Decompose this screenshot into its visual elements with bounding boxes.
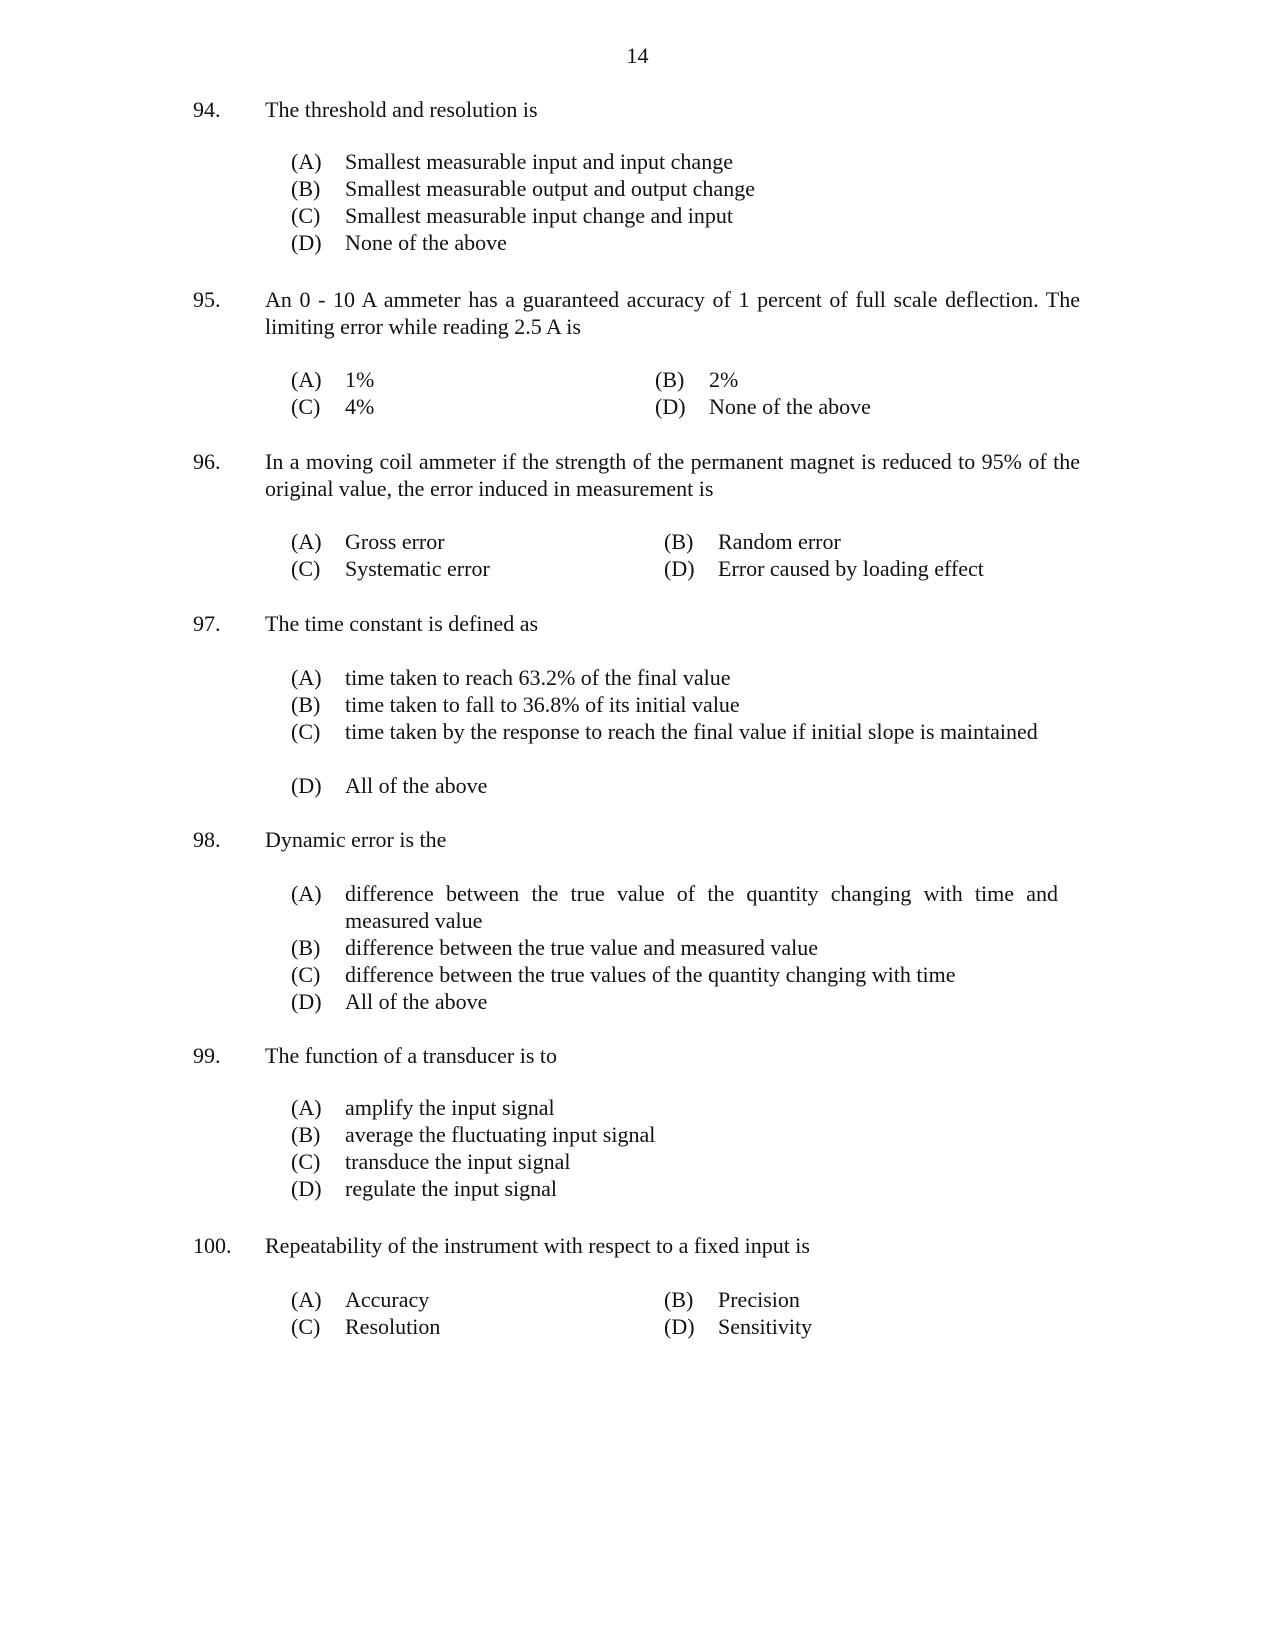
question-stem: Repeatability of the instrument with respect to a fixed input is xyxy=(265,1233,810,1258)
question-number: 100. xyxy=(193,1233,232,1258)
page-number: 14 xyxy=(626,43,649,68)
option-text: Accuracy xyxy=(345,1287,430,1312)
option-text: 4% xyxy=(345,394,375,419)
option-text: amplify the input signal xyxy=(345,1095,555,1120)
option-label: (A) xyxy=(291,529,322,554)
option-label: (C) xyxy=(291,1314,321,1339)
option-text: Smallest measurable input and input change xyxy=(345,149,733,174)
question-number: 98. xyxy=(193,827,221,852)
option-label: (D) xyxy=(291,989,322,1014)
option-label: (D) xyxy=(291,1176,322,1201)
option-label: (C) xyxy=(291,719,321,744)
option-label: (A) xyxy=(291,881,322,906)
option-label: (A) xyxy=(291,1287,322,1312)
option-label: (B) xyxy=(655,367,685,392)
option-label: (C) xyxy=(291,203,321,228)
option-label: (C) xyxy=(291,556,321,581)
option-text: Resolution xyxy=(345,1314,441,1339)
option-text: None of the above xyxy=(709,394,871,419)
option-text: 1% xyxy=(345,367,375,392)
option-label: (A) xyxy=(291,149,322,174)
option-text: Precision xyxy=(718,1287,800,1312)
option-label: (D) xyxy=(664,556,695,581)
option-text: Gross error xyxy=(345,529,445,554)
option-label: (A) xyxy=(291,367,322,392)
option-text: Systematic error xyxy=(345,556,490,581)
option-label: (B) xyxy=(291,176,321,201)
question-number: 99. xyxy=(193,1043,221,1068)
option-label: (D) xyxy=(664,1314,695,1339)
question-stem: In a moving coil ammeter if the strength of the permanent magnet is reduced to 95% of the original value, the error induced in measurement is xyxy=(265,449,1080,501)
option-text: Smallest measurable input change and input xyxy=(345,203,733,228)
option-text: All of the above xyxy=(345,773,488,798)
option-text: Random error xyxy=(718,529,841,554)
option-text: time taken to reach 63.2% of the final value xyxy=(345,665,731,690)
option-label: (B) xyxy=(291,1122,321,1147)
option-text: Sensitivity xyxy=(718,1314,813,1339)
option-label: (D) xyxy=(291,230,322,255)
question-number: 95. xyxy=(193,287,221,312)
option-label: (A) xyxy=(291,1095,322,1120)
option-label: (B) xyxy=(664,529,694,554)
option-text: Error caused by loading effect xyxy=(718,556,984,581)
option-text: average the fluctuating input signal xyxy=(345,1122,656,1147)
option-label: (C) xyxy=(291,962,321,987)
option-text: difference between the true values of the quantity changing with time xyxy=(345,962,956,987)
question-stem: The time constant is defined as xyxy=(265,611,539,636)
option-text: difference between the true value of the quantity changing with time and measured value xyxy=(345,881,1058,933)
option-label: (C) xyxy=(291,394,321,419)
option-text: time taken to fall to 36.8% of its initial value xyxy=(345,692,740,717)
option-text: All of the above xyxy=(345,989,488,1014)
option-label: (A) xyxy=(291,665,322,690)
option-text: time taken by the response to reach the final value if initial slope is maintained xyxy=(345,719,1038,744)
question-number: 97. xyxy=(193,611,221,636)
question-stem: An 0 - 10 A ammeter has a guaranteed accuracy of 1 percent of full scale deflection. The limiting error while reading 2.5 A is xyxy=(265,287,1080,339)
question-number: 94. xyxy=(193,97,221,122)
option-label: (B) xyxy=(664,1287,694,1312)
option-text: difference between the true value and measured value xyxy=(345,935,818,960)
question-stem: The function of a transducer is to xyxy=(265,1043,558,1068)
option-text: transduce the input signal xyxy=(345,1149,571,1174)
option-label: (D) xyxy=(655,394,686,419)
question-stem: Dynamic error is the xyxy=(265,827,447,852)
option-label: (B) xyxy=(291,692,321,717)
question-number: 96. xyxy=(193,449,221,474)
option-text: 2% xyxy=(709,367,739,392)
option-label: (C) xyxy=(291,1149,321,1174)
option-text: regulate the input signal xyxy=(345,1176,557,1201)
option-text: None of the above xyxy=(345,230,507,255)
option-label: (D) xyxy=(291,773,322,798)
option-label: (B) xyxy=(291,935,321,960)
option-text: Smallest measurable output and output change xyxy=(345,176,755,201)
question-stem: The threshold and resolution is xyxy=(265,97,538,122)
